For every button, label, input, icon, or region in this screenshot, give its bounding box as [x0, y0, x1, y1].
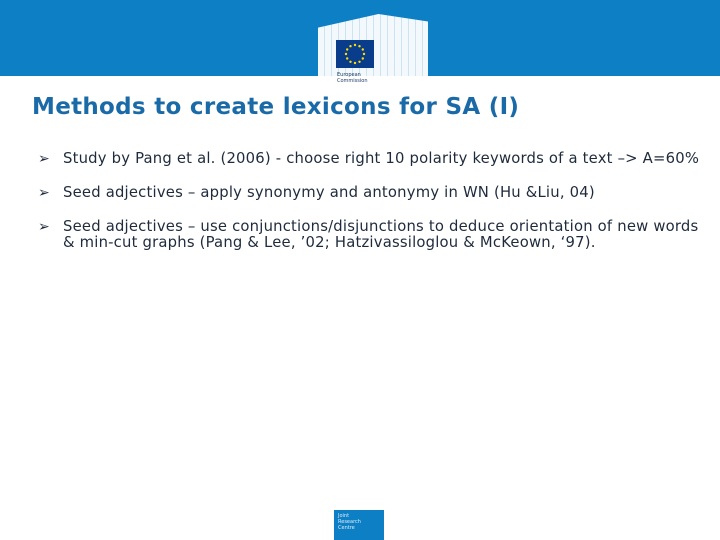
flag-star [354, 44, 356, 46]
flag-star [362, 57, 364, 59]
logo-text: European Commission [337, 72, 368, 84]
bullet-text: Seed adjectives – use conjunctions/disjunctions to deduce orientation of new words & min-cut graphs (Pang & Lee, ’02; Hatzivassiloglou & McKeown, ‘97). [63, 218, 699, 251]
bullet-list [38, 151, 708, 269]
bullet-item [38, 151, 708, 167]
bullet-item [38, 185, 708, 201]
bullet-text: Seed adjectives – apply synonymy and antonymy in WN (Hu &Liu, 04) [63, 184, 595, 201]
flag-star [363, 53, 365, 55]
flag-star [349, 45, 351, 47]
flag-star [349, 61, 351, 63]
flag-star [362, 48, 364, 50]
bullet-item [38, 219, 708, 251]
flag-star [346, 48, 348, 50]
flag-star [346, 57, 348, 59]
arrow-bullet-icon: ➢ [38, 151, 50, 167]
flag-star [345, 53, 347, 55]
jrc-badge [334, 510, 384, 540]
bullet-text: Study by Pang et al. (2006) - choose right 10 polarity keywords of a text –> A=60% [63, 150, 700, 167]
eu-flag-icon [336, 40, 374, 68]
flag-star [358, 45, 360, 47]
jrc-badge-text: Joint Research Centre [338, 513, 361, 531]
arrow-bullet-icon: ➢ [38, 219, 50, 235]
arrow-bullet-icon: ➢ [38, 185, 50, 201]
flag-star [358, 61, 360, 63]
flag-star [354, 62, 356, 64]
slide-title: Methods to create lexicons for SA (I) [32, 94, 520, 120]
